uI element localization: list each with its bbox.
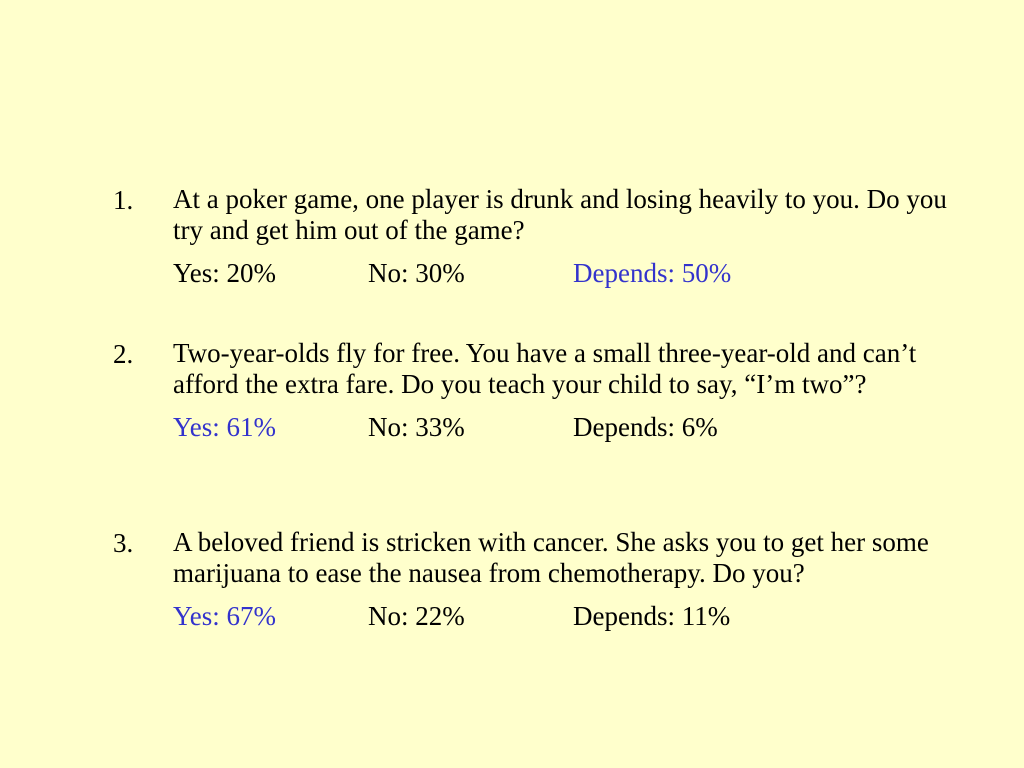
answer-row (173, 256, 983, 290)
question-text: Two-year-olds fly for free. You have a small three-year-old and can’t afford the extra fare. Do you teach your child to say, “I’m two”? (173, 338, 917, 399)
question-1 (113, 184, 983, 290)
answer-depends: Depends: 50% (573, 258, 732, 288)
question-row (113, 184, 983, 246)
answer-yes: Yes: 61% (173, 412, 277, 442)
answer-row (173, 410, 983, 444)
answer-no: No: 33% (368, 412, 465, 442)
question-text: A beloved friend is stricken with cancer. She asks you to get her some marijuana to ease the nausea from chemotherapy. Do you? (173, 527, 929, 588)
answer-row (173, 599, 983, 633)
answer-no: No: 30% (368, 258, 465, 288)
question-number: 1. (113, 185, 134, 215)
question-2 (113, 338, 983, 444)
answer-depends: Depends: 11% (573, 601, 731, 631)
answer-no: No: 22% (368, 601, 465, 631)
question-number: 2. (113, 339, 134, 369)
answer-depends: Depends: 6% (573, 412, 718, 442)
question-row (113, 527, 983, 589)
question-3 (113, 527, 983, 633)
answer-yes: Yes: 20% (173, 258, 277, 288)
question-row (113, 338, 983, 400)
question-text: At a poker game, one player is drunk and losing heavily to you. Do you try and get him out of the game? (173, 184, 947, 245)
answer-yes: Yes: 67% (173, 601, 277, 631)
question-number: 3. (113, 528, 134, 558)
